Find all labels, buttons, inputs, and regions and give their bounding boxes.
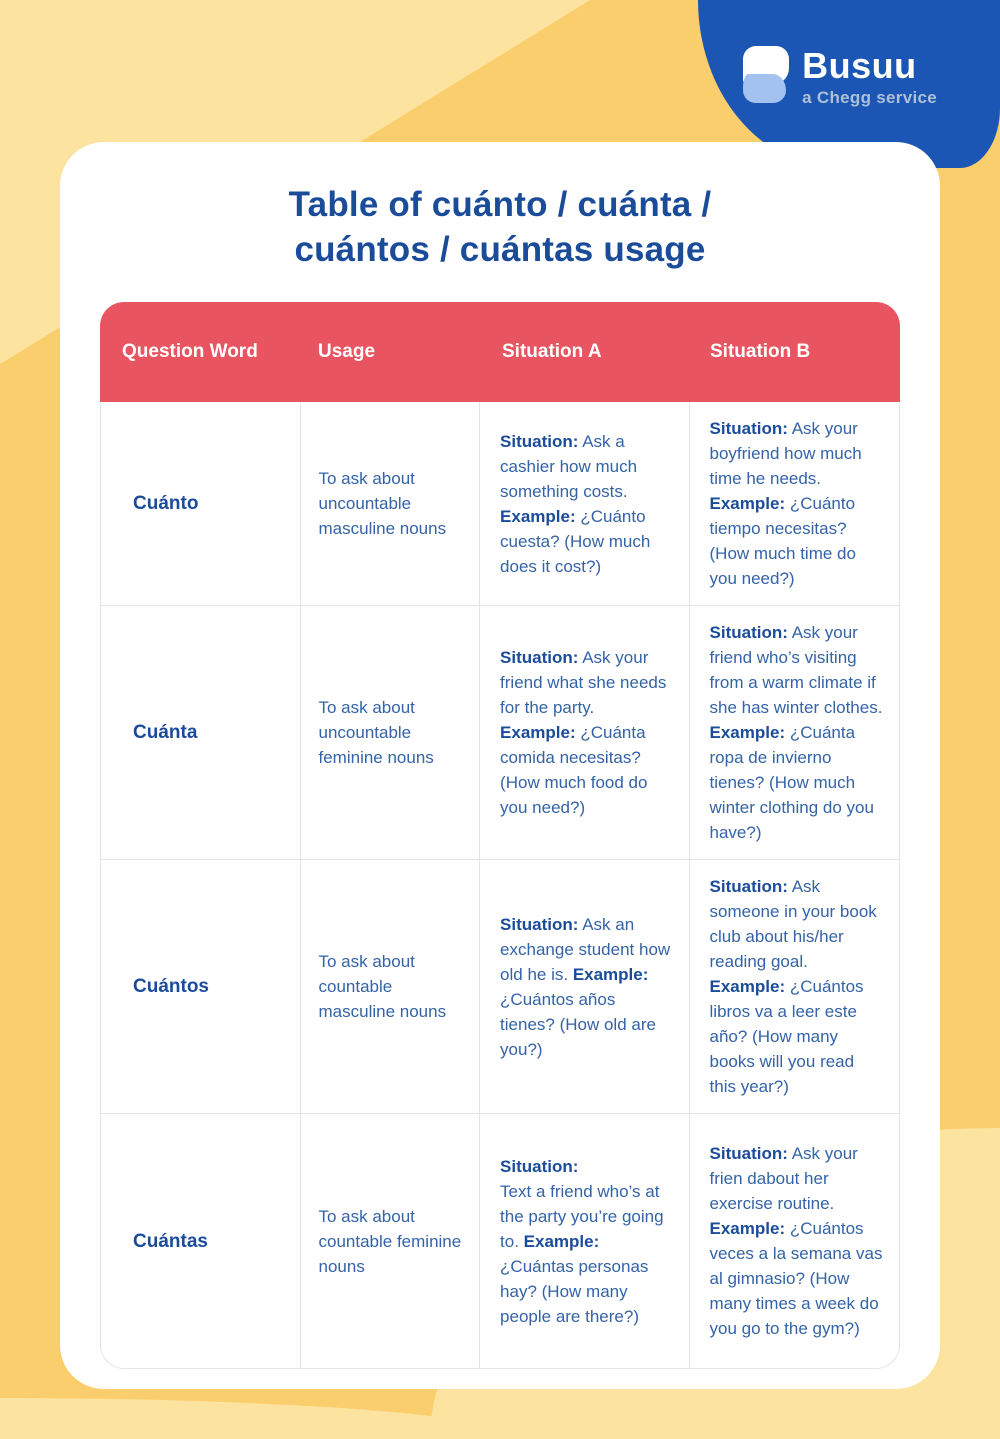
situation-b-cell <box>690 1114 899 1368</box>
logo-bubble-blue <box>743 74 786 103</box>
brand-name: Busuu <box>802 45 917 86</box>
cell-text: ¿Cuántas personas hay? (How many people are there?) <box>500 1256 649 1326</box>
cell-text: ¿Cuánta comida necesitas? (How much food do you need?) <box>500 723 648 817</box>
situation-b-cell <box>690 860 899 1113</box>
cell-text: Ask your boyfriend how much time he needs. <box>709 419 862 488</box>
header-cell: Usage <box>318 341 376 362</box>
cell-label: Situation: <box>500 914 579 934</box>
page-title <box>100 182 900 272</box>
question-word: Cuántos <box>133 976 209 997</box>
cell-text: Ask your friend who’s visiting from a warm climate if she has winter clothes. <box>709 623 883 717</box>
situation-a-cell <box>480 860 689 1113</box>
cell-text: Ask someone in your book club about his/her reading goal. <box>709 877 877 971</box>
header-cell: Situation A <box>502 341 602 362</box>
cell-text: Ask an exchange student how old he is. <box>500 914 671 984</box>
brand-tagline: a Chegg service <box>802 88 937 107</box>
situation-b-cell <box>690 402 899 605</box>
cell-text: Ask your friend what she needs for the party. <box>500 648 667 717</box>
table-row <box>101 859 899 1113</box>
cell-label: Example: <box>709 1219 786 1238</box>
situation-b-cell <box>690 606 899 859</box>
cell-text: Ask your frien dabout her exercise routine. <box>709 1144 858 1213</box>
situation-b-text <box>710 874 883 1099</box>
table-row <box>101 605 899 859</box>
cell-text: Text a friend who’s at the party you’re going to. <box>500 1181 664 1251</box>
cell-label: Example: <box>709 494 786 513</box>
usage-table <box>100 302 900 1369</box>
situation-a-text <box>500 912 672 1062</box>
situation-a-cell <box>480 1114 689 1368</box>
logo-text-block <box>802 46 937 108</box>
situation-a-text <box>500 429 672 579</box>
table-body <box>100 402 900 1369</box>
cell-label: Example: <box>709 977 786 996</box>
situation-b-text <box>710 1141 883 1341</box>
cell-label: Situation: <box>500 648 579 667</box>
cell-text: ¿Cuántos libros va a leer este año? (How many books will you read this year?) <box>709 977 864 1096</box>
usage-text: To ask about countable masculine nouns <box>318 952 447 1021</box>
cell-text: Ask a cashier how much something costs. <box>500 431 638 501</box>
table-row <box>101 402 899 605</box>
usage-text: To ask about uncountable feminine nouns <box>318 698 434 767</box>
situation-a-cell <box>480 402 689 605</box>
table-header-row <box>100 302 900 402</box>
content-card <box>60 142 940 1389</box>
usage-cell <box>301 860 481 1113</box>
situation-b-text <box>710 620 883 845</box>
cell-text: ¿Cuántos años tienes? (How old are you?) <box>500 989 656 1059</box>
cell-label: Example: <box>500 506 576 526</box>
busuu-logo-icon <box>743 46 789 103</box>
cell-label: Situation: <box>709 419 788 438</box>
cell-text: ¿Cuántos veces a la semana vas al gimnasio? (How many times a week do you go to the gym?) <box>709 1219 883 1338</box>
situation-a-cell <box>480 606 689 859</box>
header-cell: Situation B <box>710 341 811 362</box>
question-word: Cuántas <box>133 1230 208 1252</box>
cell-text: ¿Cuánto tiempo necesitas? (How much time do you need?) <box>709 494 856 588</box>
usage-cell <box>301 606 481 859</box>
cell-label: Example: <box>572 964 649 984</box>
question-word: Cuánta <box>133 722 198 743</box>
question-word: Cuánto <box>133 493 199 514</box>
question-word-cell <box>101 606 301 859</box>
header-cell: Question Word <box>122 341 258 362</box>
situation-b-text <box>710 416 883 591</box>
cell-text: ¿Cuánto cuesta? (How much does it cost?) <box>500 506 651 576</box>
cell-label: Situation: <box>500 1156 579 1176</box>
question-word-cell <box>101 1114 301 1368</box>
situation-a-text <box>500 645 672 820</box>
page-title-line-2: cuántos / cuántas usage <box>294 230 706 269</box>
cell-label: Situation: <box>709 623 788 642</box>
question-word-cell <box>101 860 301 1113</box>
cell-label: Situation: <box>500 431 579 451</box>
table-row <box>101 1113 899 1368</box>
cell-label: Example: <box>709 723 786 742</box>
cell-label: Example: <box>500 723 576 742</box>
question-word-cell <box>101 402 301 605</box>
cell-text: ¿Cuánta ropa de invierno tienes? (How much winter clothing do you have?) <box>709 723 874 842</box>
cell-label: Situation: <box>709 1144 788 1163</box>
usage-cell <box>301 1114 481 1368</box>
cell-label: Situation: <box>709 877 788 896</box>
page-title-line-1: Table of cuánto / cuánta / <box>288 185 712 224</box>
situation-a-text <box>500 1154 672 1329</box>
busuu-logo <box>743 46 937 108</box>
usage-text: To ask about countable feminine nouns <box>318 1206 462 1276</box>
cell-label: Example: <box>523 1231 600 1251</box>
usage-cell <box>301 402 481 605</box>
usage-text: To ask about uncountable masculine nouns <box>318 469 447 538</box>
